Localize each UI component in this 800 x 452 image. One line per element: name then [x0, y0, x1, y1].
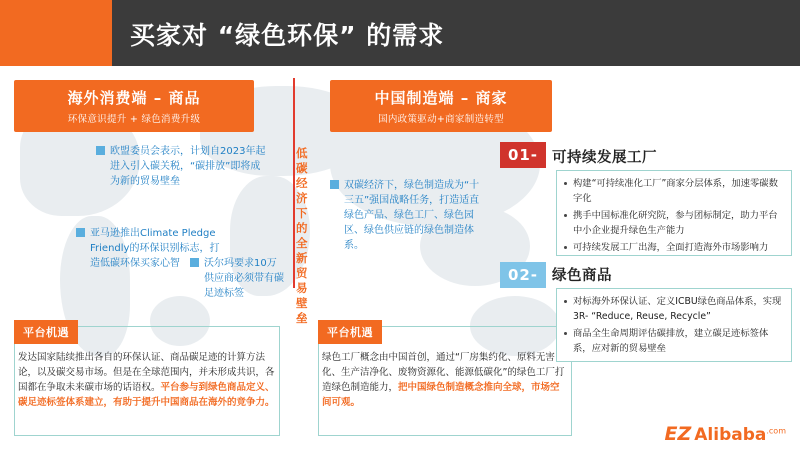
right-title-sustainable-factory: 可持续发展工厂	[552, 150, 657, 166]
list-item: 对标海外环保认证、定义ICBU绿色商品体系，实现3R- “Reduce, Reuse, Recycle”	[562, 294, 786, 324]
logo-text	[694, 427, 786, 444]
bullet-marker-4	[330, 180, 339, 189]
left-bullet-1: 欧盟委员会表示，计划自2023年起进入引入碳关税，“碳排放”即将成为新的贸易壁垒	[110, 146, 266, 187]
header-accent-block	[0, 0, 112, 66]
section-title-overseas: 海外消费端 – 商品	[67, 89, 201, 107]
right-bullet-1: 双碳经济下，绿色制造成为“十三五”强国战略任务，打造适直绿色产品、绿色工厂、绿色园区、绿色供应链的绿色制造体系。	[344, 180, 480, 251]
section-header-china-manufacturing	[330, 80, 552, 132]
left-bullet-2: 亚马逊推出Climate Pledge Friendly的环保识别标志，打造低碳环保买家心智	[90, 228, 220, 269]
logo-suffix: .com	[766, 426, 786, 436]
alibaba-logo	[665, 425, 787, 444]
footer-bar	[0, 448, 800, 452]
slide-header	[0, 0, 800, 66]
bullet-marker-2	[76, 228, 85, 237]
platform-tag-right: 平台机遇	[318, 320, 382, 344]
list-item: 携手中国标准化研究院，参与团标制定，助力平台中小企业提升绿色生产能力	[562, 208, 786, 238]
bullet-marker-3	[190, 258, 199, 267]
platform-body-left	[18, 350, 276, 410]
platform-body-right	[322, 350, 568, 410]
section-subtitle-china: 国内政策驱动+商家制造转型	[378, 114, 504, 125]
badge-01: 01-	[500, 142, 546, 168]
platform-right-highlight: 把中国绿色制造概念推向全球，市场空间可观。	[322, 382, 560, 408]
right-list-01	[562, 176, 786, 257]
list-item: 商品全生命周期评估碳排放，建立碳足迹标签体系，应对新的贸易壁垒	[562, 326, 786, 356]
platform-left-text: 发达国家陆续推出各自的环保认证、商品碳足迹的计算方法论，以及碳交易市场。但是在全球范围内，并未形成共识，各国都在争取未来碳市场的话语权。	[18, 352, 275, 393]
section-subtitle-overseas: 环保意识提升 + 绿色消费升级	[67, 114, 201, 125]
section-title-china: 中国制造端 – 商家	[374, 89, 508, 107]
platform-left-highlight: 平台参与到绿色商品定义、碳足迹标签体系建立，有助于提升中国商品在海外的竞争力。	[18, 382, 275, 408]
left-bullet-3: 沃尔玛要求10万供应商必须带有碳足迹标签	[204, 258, 284, 299]
section-header-overseas-consumer	[14, 80, 254, 132]
divider-label: 低碳经济下的全新贸易壁垒	[296, 146, 308, 325]
page-title: 买家对 “绿色环保” 的需求	[130, 21, 445, 50]
vertical-divider	[293, 78, 295, 288]
list-item: 可持续发展工厂出海，全面打造海外市场影响力	[562, 240, 786, 255]
platform-right-text: 绿色工厂概念由中国首创，通过“厂房集约化、原料无害化、生产洁净化、废物资源化、能源低碳化”的绿色工厂打造绿色制造能力，	[322, 352, 565, 393]
bullet-marker-1	[96, 146, 105, 155]
badge-02: 02-	[500, 262, 546, 288]
logo-mark: EZ	[664, 423, 692, 445]
platform-tag-left: 平台机遇	[14, 320, 78, 344]
right-title-green-products: 绿色商品	[552, 268, 612, 284]
list-item: 构建“可持续准化工厂”商家分层体系，加速零碳数字化	[562, 176, 786, 206]
logo-word: Alibaba	[694, 425, 767, 445]
right-list-02	[562, 294, 786, 358]
